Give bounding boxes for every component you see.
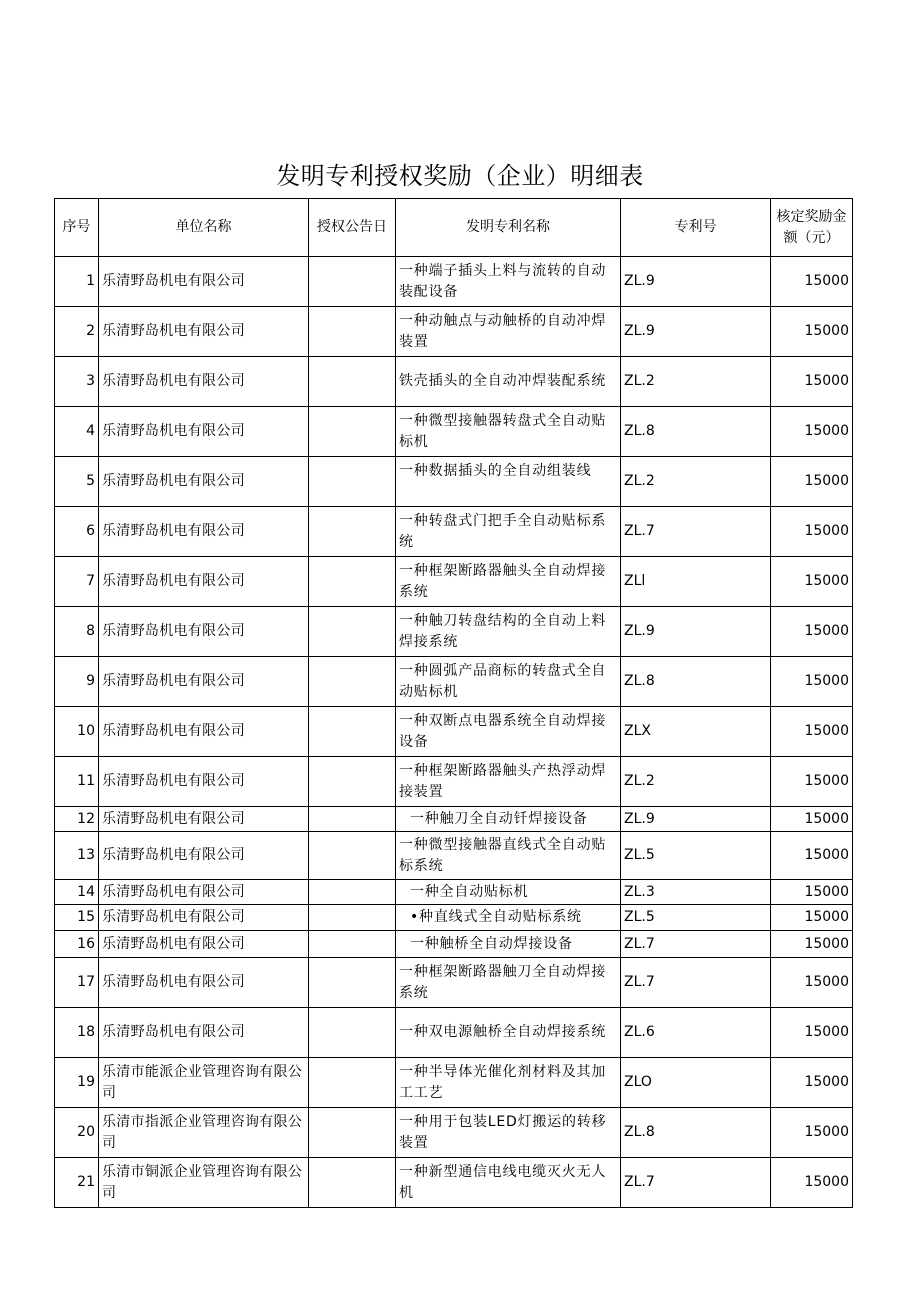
- cell-date: [309, 307, 396, 357]
- cell-patent-no: ZL.7: [621, 1158, 771, 1208]
- cell-date: [309, 1008, 396, 1058]
- table-row: [55, 880, 853, 905]
- table-row: [55, 607, 853, 657]
- cell-seq: 4: [55, 407, 99, 457]
- cell-org: 乐清野岛机电有限公司: [99, 357, 309, 407]
- cell-patent-name: 一种触刀转盘结构的全自动上料焊接系统: [396, 607, 621, 657]
- cell-seq: 16: [55, 931, 99, 958]
- cell-amount: 15000: [771, 757, 853, 807]
- cell-date: [309, 407, 396, 457]
- cell-date: [309, 357, 396, 407]
- cell-patent-name: 一种双断点电器系统全自动焊接设备: [396, 707, 621, 757]
- cell-amount: 15000: [771, 1058, 853, 1108]
- table-row: [55, 457, 853, 507]
- cell-seq: 8: [55, 607, 99, 657]
- table-row: [55, 931, 853, 958]
- cell-org: 乐清野岛机电有限公司: [99, 457, 309, 507]
- table-row: [55, 557, 853, 607]
- cell-seq: 18: [55, 1008, 99, 1058]
- cell-org: 乐清市铜派企业管理咨询有限公司: [99, 1158, 309, 1208]
- cell-amount: 15000: [771, 507, 853, 557]
- cell-patent-no: ZL.7: [621, 958, 771, 1008]
- cell-amount: 15000: [771, 707, 853, 757]
- cell-patent-no: ZL.9: [621, 607, 771, 657]
- cell-amount: 15000: [771, 807, 853, 832]
- cell-org: 乐清野岛机电有限公司: [99, 507, 309, 557]
- cell-date: [309, 1108, 396, 1158]
- table-row: [55, 905, 853, 931]
- cell-org: 乐清野岛机电有限公司: [99, 1008, 309, 1058]
- cell-org: 乐清市指派企业管理咨询有限公司: [99, 1108, 309, 1158]
- cell-patent-name: 一种用于包装LED灯搬运的转移装置: [396, 1108, 621, 1158]
- cell-seq: 14: [55, 880, 99, 905]
- cell-org: 乐清野岛机电有限公司: [99, 757, 309, 807]
- table-row: [55, 357, 853, 407]
- header-date: 授权公告日: [309, 199, 396, 257]
- cell-date: [309, 257, 396, 307]
- header-amount-line1: 核定奖励金: [776, 208, 847, 225]
- cell-patent-no: ZL.9: [621, 307, 771, 357]
- cell-patent-no: ZL.2: [621, 357, 771, 407]
- cell-patent-no: ZL.9: [621, 257, 771, 307]
- header-org: 单位名称: [99, 199, 309, 257]
- table-row: [55, 1008, 853, 1058]
- cell-patent-name: 一种动触点与动触桥的自动冲焊装置: [396, 307, 621, 357]
- cell-patent-no: ZL.8: [621, 407, 771, 457]
- cell-amount: 15000: [771, 1108, 853, 1158]
- cell-seq: 17: [55, 958, 99, 1008]
- cell-patent-no: ZL.6: [621, 1008, 771, 1058]
- cell-patent-name: 一种新型通信电线电缆灭火无人机: [396, 1158, 621, 1208]
- award-table: [54, 198, 853, 1208]
- table-row: [55, 832, 853, 880]
- cell-date: [309, 757, 396, 807]
- cell-patent-name: 一种微型接触器直线式全自动贴标系统: [396, 832, 621, 880]
- cell-seq: 15: [55, 905, 99, 931]
- table-row: [55, 1108, 853, 1158]
- cell-seq: 5: [55, 457, 99, 507]
- cell-date: [309, 557, 396, 607]
- table-row: [55, 707, 853, 757]
- cell-patent-name: 一种框架断路器触刀全自动焊接系统: [396, 958, 621, 1008]
- cell-org: 乐清野岛机电有限公司: [99, 307, 309, 357]
- table-row: [55, 657, 853, 707]
- cell-seq: 6: [55, 507, 99, 557]
- table-row: [55, 507, 853, 557]
- cell-org: 乐清野岛机电有限公司: [99, 832, 309, 880]
- cell-patent-name: 一种触桥全自动焊接设备: [396, 931, 621, 958]
- cell-org: 乐清野岛机电有限公司: [99, 407, 309, 457]
- cell-date: [309, 507, 396, 557]
- cell-amount: 15000: [771, 357, 853, 407]
- cell-patent-name: 一种触刀全自动钎焊接设备: [396, 807, 621, 832]
- cell-org: 乐清野岛机电有限公司: [99, 807, 309, 832]
- cell-amount: 15000: [771, 958, 853, 1008]
- table-row: [55, 307, 853, 357]
- cell-patent-no: ZL.2: [621, 757, 771, 807]
- header-patent-no: 专利号: [621, 199, 771, 257]
- header-amount-line2: 额（元）: [783, 229, 840, 246]
- cell-patent-name: 一种全自动贴标机: [396, 880, 621, 905]
- header-patent-name: 发明专利名称: [396, 199, 621, 257]
- cell-amount: 15000: [771, 557, 853, 607]
- cell-amount: 15000: [771, 457, 853, 507]
- cell-date: [309, 958, 396, 1008]
- cell-org: 乐清野岛机电有限公司: [99, 905, 309, 931]
- table-row: [55, 1058, 853, 1108]
- header-seq: 序号: [55, 199, 99, 257]
- cell-patent-no: ZL.2: [621, 457, 771, 507]
- cell-patent-no: ZLO: [621, 1058, 771, 1108]
- table-row: [55, 257, 853, 307]
- cell-seq: 20: [55, 1108, 99, 1158]
- cell-date: [309, 657, 396, 707]
- cell-seq: 1: [55, 257, 99, 307]
- cell-org: 乐清野岛机电有限公司: [99, 707, 309, 757]
- cell-patent-name: 一种双电源触桥全自动焊接系统: [396, 1008, 621, 1058]
- cell-date: [309, 832, 396, 880]
- cell-org: 乐清野岛机电有限公司: [99, 557, 309, 607]
- cell-amount: 15000: [771, 257, 853, 307]
- cell-date: [309, 931, 396, 958]
- cell-patent-no: ZL.7: [621, 931, 771, 958]
- cell-amount: 15000: [771, 1158, 853, 1208]
- cell-seq: 2: [55, 307, 99, 357]
- cell-date: [309, 457, 396, 507]
- table-row: [55, 807, 853, 832]
- table-header-row: [55, 199, 853, 257]
- cell-org: 乐清野岛机电有限公司: [99, 880, 309, 905]
- cell-org: 乐清野岛机电有限公司: [99, 931, 309, 958]
- cell-patent-no: ZL.5: [621, 905, 771, 931]
- cell-date: [309, 807, 396, 832]
- cell-patent-no: ZL.9: [621, 807, 771, 832]
- cell-amount: 15000: [771, 931, 853, 958]
- cell-patent-no: ZLl: [621, 557, 771, 607]
- cell-patent-name: 一种微型接触器转盘式全自动贴标机: [396, 407, 621, 457]
- cell-org: 乐清野岛机电有限公司: [99, 257, 309, 307]
- cell-seq: 13: [55, 832, 99, 880]
- page-title: 发明专利授权奖励（企业）明细表: [276, 162, 644, 190]
- table-row: [55, 958, 853, 1008]
- cell-amount: 15000: [771, 905, 853, 931]
- cell-patent-no: ZL.3: [621, 880, 771, 905]
- cell-seq: 3: [55, 357, 99, 407]
- cell-date: [309, 1158, 396, 1208]
- cell-amount: 15000: [771, 407, 853, 457]
- cell-amount: 15000: [771, 307, 853, 357]
- cell-seq: 21: [55, 1158, 99, 1208]
- cell-patent-no: ZL.8: [621, 657, 771, 707]
- cell-amount: 15000: [771, 657, 853, 707]
- cell-org: 乐清野岛机电有限公司: [99, 657, 309, 707]
- table-row: [55, 1158, 853, 1208]
- cell-org: 乐清市能派企业管理咨询有限公司: [99, 1058, 309, 1108]
- cell-seq: 9: [55, 657, 99, 707]
- cell-patent-no: ZL.7: [621, 507, 771, 557]
- cell-patent-name: 一种转盘式门把手全自动贴标系统: [396, 507, 621, 557]
- cell-patent-no: ZL.8: [621, 1108, 771, 1158]
- cell-seq: 11: [55, 757, 99, 807]
- cell-org: 乐清野岛机电有限公司: [99, 958, 309, 1008]
- cell-patent-name: 一种圆弧产品商标的转盘式全自动贴标机: [396, 657, 621, 707]
- cell-patent-name: 一种数据插头的全自动组装线: [396, 457, 621, 507]
- cell-amount: 15000: [771, 607, 853, 657]
- cell-amount: 15000: [771, 880, 853, 905]
- cell-patent-no: ZLX: [621, 707, 771, 757]
- cell-org: 乐清野岛机电有限公司: [99, 607, 309, 657]
- cell-amount: 15000: [771, 832, 853, 880]
- cell-seq: 7: [55, 557, 99, 607]
- cell-date: [309, 905, 396, 931]
- cell-date: [309, 1058, 396, 1108]
- cell-patent-name: •种直线式全自动贴标系统: [396, 905, 621, 931]
- cell-patent-name: 一种半导体光催化剂材料及其加工工艺: [396, 1058, 621, 1108]
- cell-date: [309, 880, 396, 905]
- cell-patent-no: ZL.5: [621, 832, 771, 880]
- cell-patent-name: 一种端子插头上料与流转的自动装配设备: [396, 257, 621, 307]
- cell-seq: 12: [55, 807, 99, 832]
- cell-amount: 15000: [771, 1008, 853, 1058]
- cell-patent-name: 一种框架断路器触头产热浮动焊接装置: [396, 757, 621, 807]
- cell-date: [309, 707, 396, 757]
- cell-seq: 10: [55, 707, 99, 757]
- cell-patent-name: 一种框架断路器触头全自动焊接系统: [396, 557, 621, 607]
- cell-date: [309, 607, 396, 657]
- table-row: [55, 407, 853, 457]
- header-amount: [771, 199, 853, 257]
- cell-seq: 19: [55, 1058, 99, 1108]
- cell-patent-name: 铁壳插头的全自动冲焊装配系统: [396, 357, 621, 407]
- table-row: [55, 757, 853, 807]
